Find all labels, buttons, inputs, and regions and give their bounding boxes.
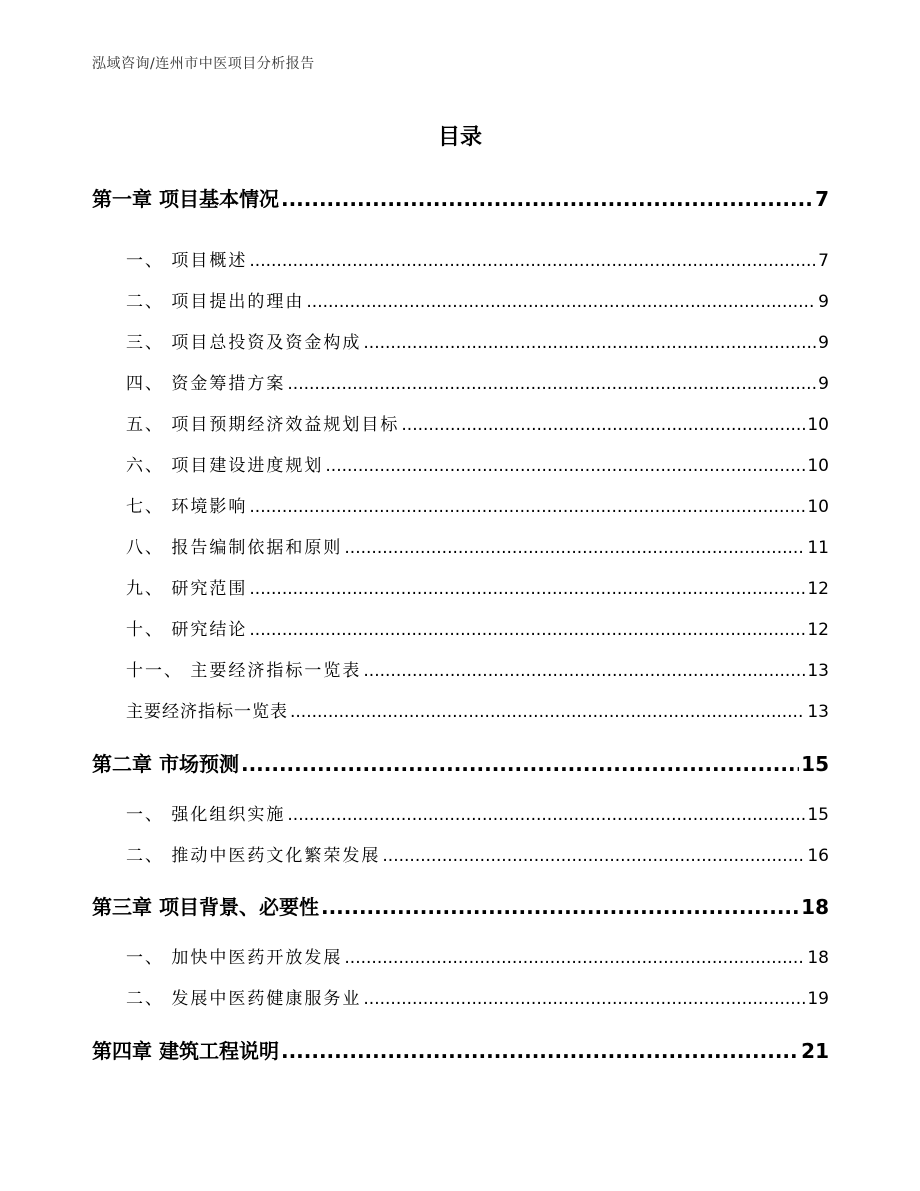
dot-leader (287, 805, 805, 825)
toc-label: 十一、 主要经济指标一览表 (126, 661, 362, 681)
toc-label: 一、 强化组织实施 (126, 805, 286, 825)
dot-leader (281, 187, 813, 211)
toc-section[interactable] (126, 615, 829, 640)
toc-section[interactable] (126, 451, 829, 476)
toc-label: 第二章 市场预测 (92, 752, 239, 776)
toc-page-number: 19 (807, 989, 829, 1009)
toc-label: 第一章 项目基本情况 (92, 187, 279, 211)
toc-page-number: 13 (807, 702, 829, 722)
page-title: 目录 (437, 125, 482, 150)
toc-section[interactable] (126, 984, 829, 1009)
dot-leader (363, 333, 816, 353)
toc-page-number: 15 (807, 805, 829, 825)
toc-page-number: 9 (818, 374, 829, 394)
toc-page-number: 9 (818, 333, 829, 353)
toc-chapter-1[interactable] (92, 183, 829, 212)
toc-section[interactable] (126, 656, 829, 681)
toc-section[interactable] (126, 492, 829, 517)
toc-section[interactable] (126, 943, 829, 968)
toc-label: 第四章 建筑工程说明 (92, 1039, 279, 1063)
dot-leader (249, 579, 805, 599)
toc-section[interactable] (126, 287, 829, 312)
dot-leader (344, 948, 805, 968)
toc-label: 一、 项目概述 (126, 251, 248, 271)
toc-section[interactable] (126, 841, 829, 866)
dot-leader (281, 1039, 799, 1063)
toc-label: 二、 发展中医药健康服务业 (126, 989, 362, 1009)
toc-chapter-3[interactable] (92, 891, 829, 920)
toc-page-number: 11 (807, 538, 829, 558)
dot-leader (363, 661, 805, 681)
toc-label: 五、 项目预期经济效益规划目标 (126, 415, 400, 435)
toc-page-number: 18 (801, 895, 829, 919)
toc-label: 七、 环境影响 (126, 497, 248, 517)
dot-leader (241, 752, 799, 776)
toc-label: 八、 报告编制依据和原则 (126, 538, 343, 558)
dot-leader (363, 989, 805, 1009)
dot-leader (290, 702, 805, 722)
toc-section[interactable] (126, 328, 829, 353)
toc-page-number: 21 (801, 1039, 829, 1063)
toc-label: 三、 项目总投资及资金构成 (126, 333, 362, 353)
toc-label: 一、 加快中医药开放发展 (126, 948, 343, 968)
toc-page-number: 7 (818, 251, 829, 271)
toc-page-number: 12 (807, 620, 829, 640)
dot-leader (287, 374, 816, 394)
toc-chapter-2[interactable] (92, 748, 829, 777)
toc-label: 十、 研究结论 (126, 620, 248, 640)
toc-label: 第三章 项目背景、必要性 (92, 895, 319, 919)
dot-leader (249, 251, 816, 271)
toc-chapter-4[interactable] (92, 1035, 829, 1064)
toc-label: 主要经济指标一览表 (126, 702, 288, 722)
toc-section[interactable] (126, 533, 829, 558)
toc-page-number: 12 (807, 579, 829, 599)
toc-label: 九、 研究范围 (126, 579, 248, 599)
toc-label: 四、 资金筹措方案 (126, 374, 286, 394)
dot-leader (306, 292, 816, 312)
dot-leader (325, 456, 805, 476)
running-header: 泓域咨询/连州市中医项目分析报告 (92, 56, 315, 72)
toc-section[interactable] (126, 410, 829, 435)
dot-leader (249, 497, 805, 517)
dot-leader (249, 620, 805, 640)
toc-label: 二、 项目提出的理由 (126, 292, 305, 312)
toc-label: 二、 推动中医药文化繁荣发展 (126, 846, 381, 866)
dot-leader (321, 895, 799, 919)
toc-page-number: 9 (818, 292, 829, 312)
toc-page-number: 15 (801, 752, 829, 776)
toc-page-number: 13 (807, 661, 829, 681)
toc-section[interactable] (126, 800, 829, 825)
dot-leader (344, 538, 805, 558)
toc-section[interactable] (126, 574, 829, 599)
toc-page-number: 7 (815, 187, 829, 211)
dot-leader (401, 415, 805, 435)
toc-page-number: 18 (807, 948, 829, 968)
dot-leader (382, 846, 805, 866)
toc-section[interactable] (126, 697, 829, 722)
toc-page-number: 10 (807, 456, 829, 476)
toc-label: 六、 项目建设进度规划 (126, 456, 324, 476)
toc-page-number: 10 (807, 497, 829, 517)
toc-section[interactable] (126, 369, 829, 394)
toc-page-number: 10 (807, 415, 829, 435)
toc-page-number: 16 (807, 846, 829, 866)
toc-section[interactable] (126, 246, 829, 271)
